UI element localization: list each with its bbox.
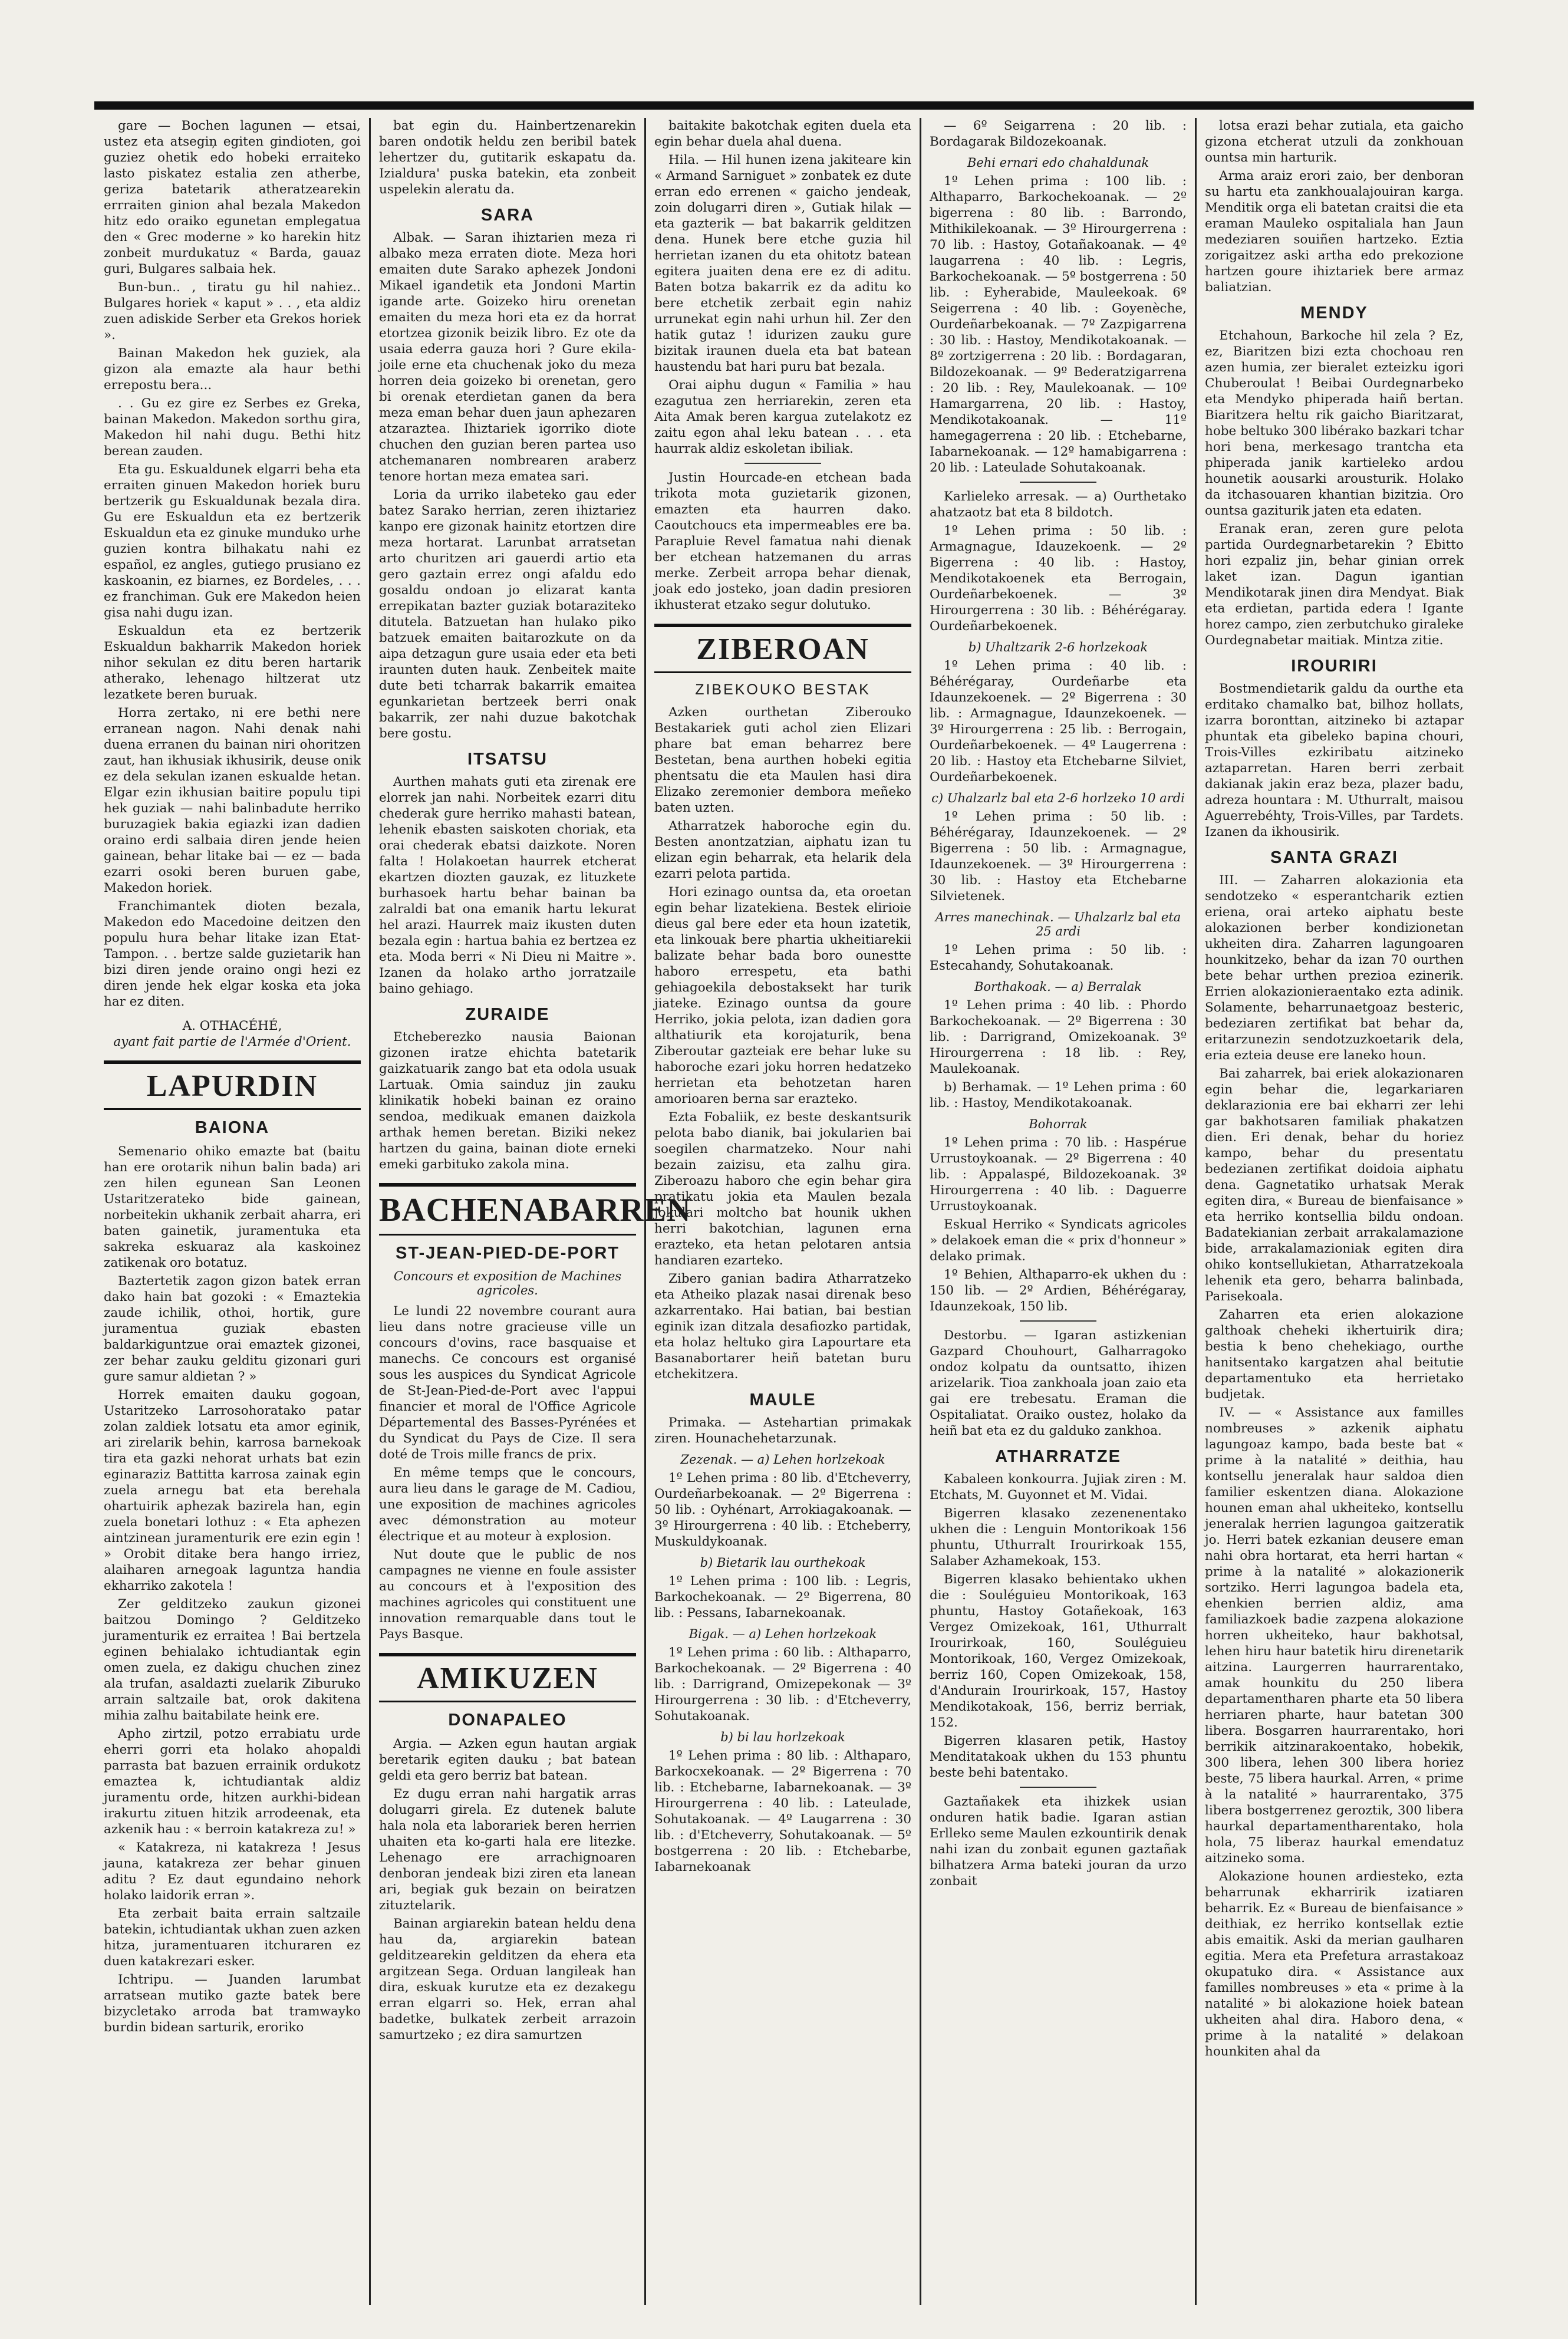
paragraph: Bainan argiarekin batean heldu dena hau da, argiarekin batean gelditzearekin gelditzen da ehera eta argitzean Sega. Orduan langileak han dira, eskuak kurutze eta ez dezakegu erran elgarri so. Hek, erran ahal badetke, bulkatek zerbeit arrazoin samurtzeko ; ez dira samurtzen [379,1916,636,2042]
list-heading: c) Uhalzarlz bal eta 2-6 horlzeko 10 ardi [931,791,1185,805]
paragraph: Karlieleko arresak. — a) Ourthetako ahatzaotz bat eta 8 bildotch. [930,489,1187,520]
section-amikuzen [379,1653,636,1730]
list-heading: Bohorrak [1029,1117,1088,1131]
paragraph: 1º Lehen prima : 80 lib. d'Etcheverry, Ourdeñarbekoanak. — 2º Bigerrena : 50 lib. : Oyhénart, Arrokiagakoanak. — 3º Hirourgerrena : 40 lib. : Etcheberry, Muskuldykoanak. [654,1471,911,1549]
paragraph: Eranak eran, zeren gure pelota partida Ourdegnarbetarekin ? Ebitto hori ezpaliz jin, behar ginian orrek laket izan. Dagun igantian Mendikotarak jinen dira Mendyat. Biak eta erdietan, partida edera ! Igante horez campo, zien zerbutchuko giraleke Ourdegnabetar maitiak. Mintza zitie. [1205,522,1464,648]
paragraph: Argia. — Azken egun hautan argiak beretarik egiten dauku ; bat batean geldi eta gero berriz bat batean. [379,1737,636,1783]
paragraph: Azken ourthetan Ziberouko Bestakariek guti achol zien Elizari phare bat eman beharrez bere Bestetan, bena aurthen hobeki egitia phentsatu die eta Maulen hasi dira Elizako zeremonier dembora meñeko baten uzten. [654,705,911,815]
paragraph: Albak. — Saran ihiztarien meza ri albako meza erraten diote. Meza hori emaiten dute Sarako aphezek Jondoni Mikael igandetik eta Jondoni Martin igande arte. Goizeko hiru orenetan emaiten du meza hori eta ez da horrat etortzea gizonik beizik libro. Ez ote da usaia ederra gauza hori ? Gure ekila-joile erne eta chuchenak joko du meza horren deia goizeko bi orenetan, gero bi orenak eterdietan ganen da bera meza eman behar duen jaun aphezaren atzaraztea. Ihiztariek igorriko diote chuchen den guzian beren partea uso atchemanaren nombrearen araberz tenore hortan meza ematea sari. [379,230,636,484]
paragraph: Gaztañakek eta ihizkek usian onduren hatik badie. Igaran astian Erlleko seme Maulen ezkountirik denak nahi izan du zonbait egunen gaztañak bilhatzera Arma bateki jouran da urzo zonbait [930,1794,1187,1889]
paragraph: Atharratzek haboroche egin du. Besten anontzatzian, aiphatu izan tu elizan egin beharrak, eta helarik dela ezarri pelota partida. [654,819,911,881]
paragraph: 1º Lehen prima : 60 lib. : Althaparro, Barkochekoanak. — 2º Bigerrena : 40 lib. : Darrigrand, Omizepekonak — 3º Hirourgerrena : 30 lib. : d'Etcheverry, Sohutakoanak. [654,1645,911,1724]
paragraph: Hila. — Hil hunen izena jakiteare kin « Armand Sarniguet » zonbatek ez dute erran edo errenen « gaicho jendeak, zoin dolugarri diren », Gutiak hilak — eta gazterik — bat bakarrik gelditzen dena. Hunek bere etche guzia hil herrietan izanen du eta ohitotz batean egitera juaiten dena ere ez di aditu. Baten botza bakarrik ez da aditu ko bere etchetik zerbait egin nahiz urrunekat egin nahi urhun hil. Zer den hatik gutaz ! idurizen zauku gure bizitak iraunen duela eta bat batean haustendu bat hari puru bat bezala. [654,153,911,374]
subsection-title: BAIONA [195,1118,270,1137]
paragraph: Loria da urriko ilabeteko gau eder batez Sarako herrian, zeren ihiztariez kanpo ere gizonak hainitz etortzen dire meza hortarat. Larunbat arratsetan arto churitzen ari gauerdi artio eta gero gaztain errez ongi afaldu edo gosaldu ondoan jo elizarat kanta errepikatan bazter guziak botaraziteko ditutela. Batzuetan han hulako piko batzuek emaiten baitarozkute on da aipa detzagun gure usaia eder eta beti iraunten duten hauk. Zenbeitek maite dute beti tcharrak bakarrik emaitea egunkarietan bertzeek berri onak bakarrik, zer nahi duzue bakotchak bere gostu. [379,487,636,741]
section-title: AMIKUZEN [379,1653,636,1702]
subsection-title: ST-JEAN-PIED-DE-PORT [396,1244,620,1263]
paragraph: Ez dugu erran nahi hargatik arras dolugarri girela. Ez dutenek balute hala nola eta laborariek beren herrien uhaiten eta ko-garti hala ere litezke. Lehenago ere arrachignoaren denboran jendeak bizi ziren eta lanean ari, begiak guk bezain on beiratzen zituztelarik. [379,1787,636,1913]
paragraph: Bai zaharrek, bai eriek alokazionaren egin behar die, legarkariaren deklarazionia ere bai ekharri zer lehi gar bakhotsaren familiak phakatzen dien. Eri denak, behar du horiez kampo, behar du presentatu bedezianen zertifikat doidoia aiphatu dena. Gagnetatiko urhatsak Merak egiten dira, « Bureau de bienfaisance » eta herriko kontsellia bildu ondoan. Badatekianian zerbait arrakalamazione bide, arrakalamazioniak egiten dira ohiko kontsellukietan, Atharratzekoala lehenik eta gero, beharra balinbada, Parisekoala. [1205,1066,1464,1304]
paragraph: Justin Hourcade-en etchean bada trikota mota guzietarik gizonen, emazten eta haurren dako. Caoutchoucs eta impermeables ere ba. Parapluie Revel famatua nahi dienak ber etchean hatzemanen du arras merke. Zerbeit arropa behar dienak, joak edo josteko, joan dadin presioren ikhusterat etzako segur dolutuko. [654,470,911,612]
paragraph: Semenario ohiko emazte bat (baitu han ere orotarik nihun balin bada) ari zen hilen egunean San Leonen Ustaritzerateko bide gainean, norbeitekin ukhanik zerbait aharra, eri baten gainetik, juramentuka eta sakreka eskuaraz ala kaskoinez zatikenak oro botatuz. [104,1144,361,1270]
paragraph: 1º Lehen prima : 100 lib. : Legris, Barkochekoanak. — 2º Bigerrena, 80 lib. : Pessans, Iabarnekoanak. [654,1574,911,1620]
signature-subtitle: ayant fait partie de l'Armée d'Orient. [113,1035,351,1049]
paragraph: Nut doute que le public de nos campagnes ne vienne en foule assister au concours et à l'exposition des machines agricoles qui constituent une innovation remarquable dans tout le Pays Basque. [379,1547,636,1642]
paragraph: 1º Lehen prima : 40 lib. : Phordo Barkochekoanak. — 2º Bigerrena : 30 lib. : Darrigrand, Omizekoanak. 3º Hirourgerrena : 18 lib. : Rey, Maulekoanak. [930,998,1187,1076]
paragraph: Hori ezinago ountsa da, eta oroetan egin behar lizatekiena. Bestek elirioie dieus gal bere eder eta houn izatetik, eta linkouak bere phartia ukheitiarekii balizate behar bada boro ounestte haboro errespetu, eta bathi gehiagoekila debostaksekt har turik jiateke. Ezinago ountsa da goure Herriko, jokia pelota, izan dadien gora althatiurik eta korojaturik, bena Ziberoutar gazteiak ere behar luke su haboroche ezari joku horren hedatzeko herrietan eta behotzetan haren amorioaren berna sar erazteko. [654,885,911,1106]
paragraph: b) Berhamak. — 1º Lehen prima : 60 lib. : Hastoy, Mendikotakoanak. [930,1080,1187,1111]
section-title: LAPURDIN [104,1060,361,1110]
paragraph: 1º Lehen prima : 70 lib. : Haspérue Urrustoykoanak. — 2º Bigerrena : 40 lib. : Appalaspé, Bildozekoanak. 3º Hirourgerrena : 40 lib. : Daguerre Urrustoykoanak. [930,1135,1187,1214]
subsection-title: ITSATSU [467,750,548,769]
subsection-title: ZIBEKOUKO BESTAK [695,681,871,698]
paragraph: Etcheberezko nausia Baionan gizonen iratze ehichta batetarik gaizkatuarik zango bat eta odola usuak Lartuak. Omia sainduz jin zauku klinikatik hobeki bainan ez oraino sendoa, medikuak emanen daizkola arthak hemen beretan. Biziki nekez hartzen du gaina, bainan diote erneki emeki garbituko zakola mina. [379,1030,636,1172]
divider [1020,1320,1096,1322]
subsection-subtitle: Concours et exposition de Machines agricoles. [393,1269,622,1297]
section-lapurdin [104,1060,361,1138]
paragraph: Bigerren klasako zezenenentako ukhen die : Lenguin Montorikoak 156 phuntu, Uthurralt Irourirkoak 155, Salaber Azhamekoak, 153. [930,1506,1187,1569]
paragraph: Horrek emaiten dauku gogoan, Ustaritzeko Larrosohoratako patar zolan zaldiek lotsatu eta amor eginik, ari zirelarik behin, karrosa barnekoak tira eta gazki nehorat urhats bat ezin eginaraziz Battitta karrosa zainak egin zuela arnegu bat eta berehala ohartuirik aphezak bazirela han, egin zuela bonetari lothuz : « Eta aphezen aintzinean juramenturik ere ezin egin ! » Orobit ditake bera hango irriez, alaiharen arnegoak laguntza handia ekharriko zakotela ! [104,1388,361,1593]
paragraph: Le lundi 22 novembre courant aura lieu dans notre gracieuse ville un concours d'ovins, race basquaise et manechs. Ce concours est organisé sous les auspices du Syndicat Agricole de St-Jean-Pied-de-Port avec l'appui financier et moral de l'Office Agricole Départemental des Basses-Pyrénées et du Syndicat du Pays de Cize. Il sera doté de Trois mille francs de prix. [379,1304,636,1462]
header-rule [94,101,1474,110]
paragraph: gare — Bochen lagunen — etsai, ustez eta atsegiņ egiten gindioten, goi guziez ohetik edo hobeki erraiteko lasto piskatez estalia zen atherbe, geriza batetarik atheratzearekin errraiten ginion ahal bezala Makedon hitz edo oraiko egunetan emplegatua den « Grec moderne » ko harekin hitz zonbeit murdukatuz « Barda, gauaz guri, Bulgares salbaia hek. [104,118,361,276]
paragraph: Baztertetik zagon gizon batek erran dako hain bat gozoki : « Emaztekia zaude ichilik, othoi, hortik, gure juramentua guziak ebasten baldarkiguntzue orai emaztek gizonei, zer behar zauku gelditu gizonari guri gure samur aldietan ? » [104,1274,361,1384]
column-4 [921,118,1197,2305]
paragraph: lotsa erazi behar zutiala, eta gaicho gizona etcherat utzuli da zonkhouan ountsa min harturik. [1205,118,1464,165]
list-heading: Borthakoak. — a) Berralak [974,980,1142,994]
paragraph: baitakite bakotchak egiten duela eta egin behar duela ahal duena. [654,118,911,149]
paragraph: Franchimantek dioten bezala, Makedon edo Macedoine deitzen den populu hura behar litake izan Etat-Tampon. . . bertze salde guzietarik han bizi diren jende oraino ongi hezi ez diren jende hek elgar koska eta joka har ez diten. [104,899,361,1009]
paragraph: Zer gelditzeko zaukun gizonei baitzou Domingo ? Gelditzeko juramenturik ez erraitea ! Bai bertzela eginen behialako ichtudiantak egin omen zuela, ez dakigu chuchen zinez ala trufan, asaldazti zuelarik Ziburuko arrain saltzaile bat, orok dakitena mihia zalhu baitabilate heink ere. [104,1597,361,1723]
section-bachenabarren [379,1183,691,1297]
paragraph: Arma araiz erori zaio, ber denboran su hartu eta zankhoualajouiran karga. Menditik orga eli batetan craitsi die eta eraman Mauleko ospitaliala han Jaun medeziaren souiñen hartzeko. Eztia zorigaitzez aski artha edo prekozione hartzen goure ihiztariek bere armaz baliatzian. [1205,169,1464,295]
subsection-title: MENDY [1300,304,1368,322]
paragraph: « Katakreza, ni katakreza ! Jesus jauna, katakreza zer behar ginuen aditu ? Ez daut egundaino nehork holako laidorik erran ». [104,1840,361,1903]
subsection-title: SARA [480,206,535,225]
subsection-title: SANTA GRAZI [1270,848,1398,867]
paragraph: 1º Lehen prima : 50 lib. : Béhérégaray, Idaunzekoenek. — 2º Bigerrena : 50 lib. : Armagnague, Idaunzekoenek. — 3º Hirourgerrena : 30 lib. : Hastoy eta Etchebarne Silvietenek. [930,809,1187,904]
paragraph: Ichtripu. — Juanden larumbat arratsean mutiko gazte batek bere bizycletako arroda bat tramwayko burdin bidean sarturik, eroriko [104,1972,361,2035]
divider [1020,482,1096,483]
signature: A. OTHACÉHÉ, [182,1019,282,1033]
paragraph: 1º Lehen prima : 50 lib. : Estecahandy, Sohutakoanak. [930,943,1187,973]
column-3 [646,118,921,2305]
paragraph: — 6º Seigarrena : 20 lib. : Bordagarak Bildozekoanak. [930,118,1187,149]
subsection-title: DONAPALEO [448,1711,567,1729]
columns [95,118,1473,2305]
divider [745,463,821,464]
list-heading: b) Uhaltzarik 2-6 horlzekoak [968,640,1148,654]
list-heading: b) Bietarik lau ourthekoak [700,1556,866,1570]
column-1 [95,118,371,2305]
paragraph: 1º Lehen prima : 100 lib. : Althaparro, Barkochekoanak. — 2º bigerrena : 80 lib. : Barrondo, Mithikilekoanak. — 3º Hirourgerrena : 70 lib. : Hastoy, Gotañakoanak. — 4º laugarrena : 40 lib. : Legris, Barkochekoanak. — 5º bostgerrena : 50 lib. : Eyherabide, Mauleekoak. 6º Seigerrena : 40 lib. : Goyenèche, Ourdeñarbekoanak. — 7º Zazpigarrena : 30 lib. : Hastoy, Mendikotakoanak. — 8º zortzigerrena : 20 lib. : Bordagaran, Bildozekoanak. — 9º Bederatzigarrena : 20 lib. : Rey, Maulekoanak. — 10º Hamargarrena, 20 lib. : Hastoy, Mendikotakoanak. — 11º hamegagerrena : 20 lib. : Etchebarne, Iabarnekoanak. — 12º hamabigarrena : 20 lib. : Lateulade Sohutakoanak. [930,174,1187,475]
paragraph: 1º Lehen prima : 40 lib. : Béhérégaray, Ourdeñarbe eta Idaunzekoenek. — 2º Bigerrena : 30 lib. : Armagnague, Idaunzekoenek. — 3º Hirourgerrena : 25 lib. : Berrogain, Ourdeñarbekoenek. — 4º Laugerrena : 20 lib. : Hastoy eta Etchebarne Silviet, Ourdeñarbekoenek. [930,658,1187,785]
paragraph: Eskual Herriko « Syndicats agricoles » delakoek eman die « prix d'honneur » delako primak. [930,1217,1187,1264]
paragraph: bat egin du. Hainbertzenarekin baren ondotik heldu zen beribil batek lehertzer du, gutitarik eskapatu da. Izialdura' puska batekin, eta zonbeit uspelekin aleratu da. [379,118,636,197]
paragraph: Zaharren eta erien alokazione galthoak cheheki ikhertuirik dira; bestia k beno chehekiago, ourthe hanitsentako kargatzen ahal beitutie departamentuko eta herrietako budjetak. [1205,1307,1464,1402]
paragraph: Bigerren klasaren petik, Hastoy Menditatakoak ukhen du 153 phuntu beste behi batentako. [930,1734,1187,1780]
paragraph: Zibero ganian badira Atharratzeko eta Atheiko plazak nasai direnak beso azkarrentako. Hai batian, bai bestian eginik izan ditzala desafiozko partidak, eta holaz heltuko gira Lapourtare eta Basanabortarer heiñ batetan buru etchekitzera. [654,1271,911,1382]
paragraph: . . Gu ez gire ez Serbes ez Greka, bainan Makedon. Makedon sorthu gira, Makedon hil nahi dugu. Bethi hitz berean zauden. [104,396,361,459]
paragraph: Orai aiphu dugun « Familia » hau ezagutua zen herriarekin, zeren eta Aita Amak beren kargua zutelakotz ez zaitu egon ahal leku batean . . . eta haurrak aldiz eskoletan ibiliak. [654,378,911,456]
section-ziberoan [654,624,911,699]
paragraph: Apho zirtzil, potzo errabiatu urde eherri gorri eta holako ahopaldi parrasta bat bazuen errainik ordukotz emaztea k, ichtudiantak aldiz juramentu orde, hitzen aurkhi-bidean irakurtu zituen hitzik arrodeenak, eta azkenik hau : « berroin katakreza zu! » [104,1727,361,1837]
subsection-title: MAULE [749,1391,816,1409]
list-heading: Bigak. — a) Lehen horlzekoak [689,1627,877,1641]
subsection-title: IROURIRI [1291,657,1378,676]
paragraph: Primaka. — Astehartian primakak ziren. Hounachehetarzunak. [654,1415,911,1446]
list-heading: Arres manechinak. — Uhalzarlz bal eta 25 ardi [935,910,1181,938]
column-5 [1197,118,1472,2305]
paragraph: Aurthen mahats guti eta zirenak ere elorrek jan nahi. Norbeitek ezarri ditu chederak gure herriko mahasti batean, lehenik ebasten saiskoten choriak, eta orai chederak ebatsi daizkote. Noren falta ! Holakoetan haurrek etcherat ekartzen diozten gauzak, ez lituzkete burhasoek hartu behar bainan ba zalraldi bat ona emanik hartu lekurat hel arazi. Haurrek maiz ikusten duten bezala egin : hartua bahia ez bertzea ez eta. Moda berri « Ni Dieu ni Maitre ». Izanen da holako artho jorratzaile baino gehiago. [379,775,636,996]
paragraph: Etchahoun, Barkoche hil zela ? Ez, ez, Biaritzen bizi ezta chochoau ren azen humia, zer bieralet ezteizku igori Chuberoulat ! Beibai Ourdegnarbeko eta Mendyko phiperada haiñ bertan. Biaritzera heltu rik gaicho Biaritzarat, hobe beltuko 300 libérako bazkari tchar hori bena, merkesago trantcha eta phiperada janik kartieleko ardou hounetik aousarki arousturik. Holako da itchasouaren khantian bizitzia. Oro ountsa gaziturik jaten eta edaten. [1205,328,1464,518]
list-heading: Behi ernari edo chahaldunak [967,156,1149,170]
paragraph: III. — Zaharren alokazionia eta sendotzeko « esperantcharik eztien eriena, orai arteko aiphatu beste alokazionen berber kondizionetan ukheiten dira. Zaharren lagungoaren hounkitzeko, behar da izan 70 ourthen bete behar urthen prezioa ezinerik. Errien alokazionieraentako ezta adinik. Solamente, beharrunaetgoaz besteric, bedeziaren zertifikat bat behar da, eritarzunezin sendotzuzkoetarik dela, eria ezteia deuse ere laneko houn. [1205,873,1464,1063]
column-2 [371,118,691,2305]
subsection-title: ZURAIDE [465,1005,550,1024]
paragraph: 1º Lehen prima : 80 lib. : Althaparo, Barkocxekoanak. — 2º Bigerrena : 70 lib. : Etchebarne, Iabarnekoanak. — 3º Hirourgerrena : 40 lib. : Lateulade, Sohutakoanak. — 4º Laugarrena : 30 lib. : d'Etcheverry, Sohutakoanak. — 5º bostgerrena : 20 lib. : Etchebarbe, Iabarnekoanak [654,1748,911,1875]
paragraph: Eta gu. Eskualdunek elgarri beha eta erraiten ginuen Makedon horiek buru bertzerik gu Eskualdunak bezala dira. Gu ere Eskualdun eta ez bertzerik Eskualdun eta ez ginuke munduko urhe guzien kontra bilhakatu nahi ez español, ez angles, gutiego prusiano ez kaskoanin, ez biarnes, ez Bordeles, . . . ez franchiman. Guk ere Makedon heien gisa nahi dugu izan. [104,462,361,620]
paragraph: Bigerren klasako behientako ukhen die : Souléguieu Montorikoak, 163 phuntu, Hastoy Gotañekoak, 163 Vergez Omizekoak, 161, Uthurralt Irourirkoak, 160, Souléguieu Montorikoak, 160, Vergez Omizekoak, berriz 160, Copen Omizekoak, 158, d'Andurain Irourirkoak, 157, Hastoy Mendikotakoak, 156, berriz berriak, 152. [930,1572,1187,1730]
paragraph: Bun-bun.. , tiratu gu hil nahiez.. Bulgares horiek « kaput » . . , eta aldiz zuen adiskide Serber eta Grekos horiek ». [104,280,361,342]
paragraph: Kabaleen konkourra. Jujiak ziren : M. Etchats, M. Guyonnet et M. Vidai. [930,1472,1187,1503]
paragraph: Bostmendietarik galdu da ourthe eta erditako chamalko bat, bilhoz hollats, izarra boronttan, aitzineko bi aztapar phuntak eta gibeleko bapina chouri, Trois-Villes ezkiribatu aitzineko aztaparretan. Haren berri zerbait dakianak jakin eraz beza, plazer badu, adreza hountara : M. Uthurralt, maisou Aguerrebéhty, Trois-Villes, par Tardets. Izanen da ikhousirik. [1205,681,1464,839]
paragraph: Bainan Makedon hek guziek, ala gizon ala emazte ala haur bethi errepostu bera... [104,346,361,393]
paragraph: Destorbu. — Igaran astizkenian Gazpard Chouhourt, Galharragoko ondoz kolpatu da ountsatto, ihizen arizelarik. Tioa zankhoala joan zaio eta gai ere trebesatu. Eraman die Ospitaliatat. Oraiko oustez, holako da heiñ bat eta ez du galduko zankhoa. [930,1328,1187,1438]
list-heading: Zezenak. — a) Lehen horlzekoak [680,1452,885,1467]
paragraph: Alokazione hounen ardiesteko, ezta beharrunak ekharririk izatiaren beharrik. Ez « Bureau de bienfaisance » deithiak, ez herriko kontsellak eztie abis emaitik. Aski da merian gaulharen egitia. Mera eta Prefetura arrastakoaz okupatuko dira. « Assistance aux familles nombreuses » eta « prime à la natalité » bi alokazione hoiek batean ukheiten ahal dira. Haboro dena, « prime à la natalité » delakoan hounkiten ahal da [1205,1869,1464,2059]
paragraph: 1º Behien, Althaparro-ek ukhen du : 150 lib. — 2º Ardien, Béhérégaray, Idaunzekoak, 150 lib. [930,1267,1187,1314]
paragraph: Horra zertako, ni ere bethi nere erranean nagon. Nahi denak nahi duena erranen du bainan niri ohoritzen zaut, han ikhusiak ikhusirik, deuse onik ez dela sekulan izanen eskualde hetan. Elgar ezin ikhusian baitire populu tipi hek guziak — nahi balinbadute herriko buruzagiek bakia egiazki izan dadien oraino erdi salbaia diren jende heien gainean, behar litake bai — ez — bada ezarri osoki beren buruen gabe, Makedon horiek. [104,706,361,895]
section-title: ZIBEROAN [654,624,911,673]
subsection-title: ATHARRATZE [995,1447,1121,1466]
section-title: BACHENABARREN [379,1183,636,1236]
paragraph: IV. — « Assistance aux familles nombreuses » azkenik aiphatu lagungoaz kampo, bada beste bat « prime à la natalité » deithia, hau kontsellu jeneralak haur saldoa dien familier eskentzen diana. Alokazione hounen eman ahal ukheiteko, kontsellu jeneralak herrien lagungoa gaitzeratik jo. Herri batek ezkanian deusere eman nahi obra hortarat, eta herri hartan « prime à la natalité » alokazionerik sortziko. Herri lagungoa badela eta, ehenkien berrien aldiz, ama familiazkoek badie zazpena alokazione horren ukheiteko, haur bakhotsal, lehen hiru haur batetik hiru direnetarik aitzina. Laurgerren haurrarentako, amak hounkitu du 250 libera departamentharen pharte eta 50 libera herriaren pharte, haur batetan 300 libera. Bosgarren haurrarentako, hori berrikik aitzinarakoentako, hobekik, 300 libera, lehen 300 libera horiez beste, 75 libera haurkal. Arren, « prime à la natalité » haurrarentako, 375 libera bostgerrenez geroztik, 300 libera haurkal departamentharentako, hola hola, 75 liberaz haurkal emendatuz aitzineko soma. [1205,1405,1464,1866]
divider [1020,1787,1096,1788]
paragraph: 1º Lehen prima : 50 lib. : Armagnague, Idauzekoenk. — 2º Bigerrena : 40 lib. : Hastoy, Mendikotakoenek eta Berrogain, Ourdeñarbekoenek. — 3º Hirourgerrena : 30 lib. : Béhérégaray. Ourdeñarbekoenek. [930,523,1187,634]
paragraph: Ezta Fobaliik, ez beste deskantsurik pelota babo dianik, bai jokularien bai soegilen charmatzeko. Nour nahi bezain zaizisu, eta zalhu gira. Ziberoazu haboro che egin behar gira pratikatu jokia eta Maulen bezala jokulari moltcho bat hounik ukhen herri bakotchian, lagunen erna erazteko, eta hetan pelotaren antsia handiaren ezarteko. [654,1110,911,1268]
paragraph: Eta zerbait baita errain saltzaile batekin, ichtudiantak ukhan zuen azken hitza, juramentuaren itchuraren ez duen katakrezari esker. [104,1906,361,1969]
paragraph: En même temps que le concours, aura lieu dans le garage de M. Cadiou, une exposition de machines agricoles avec démonstration au moteur électrique et au moteur à explosion. [379,1465,636,1544]
paragraph: Eskualdun eta ez bertzerik Eskualdun bakharrik Makedon horiek nihor sekulan ez ditu beren hartarik atherako, lehenago hiltzerat utz lezatkete beren buruak. [104,624,361,702]
list-heading: b) bi lau horlzekoak [720,1730,845,1744]
